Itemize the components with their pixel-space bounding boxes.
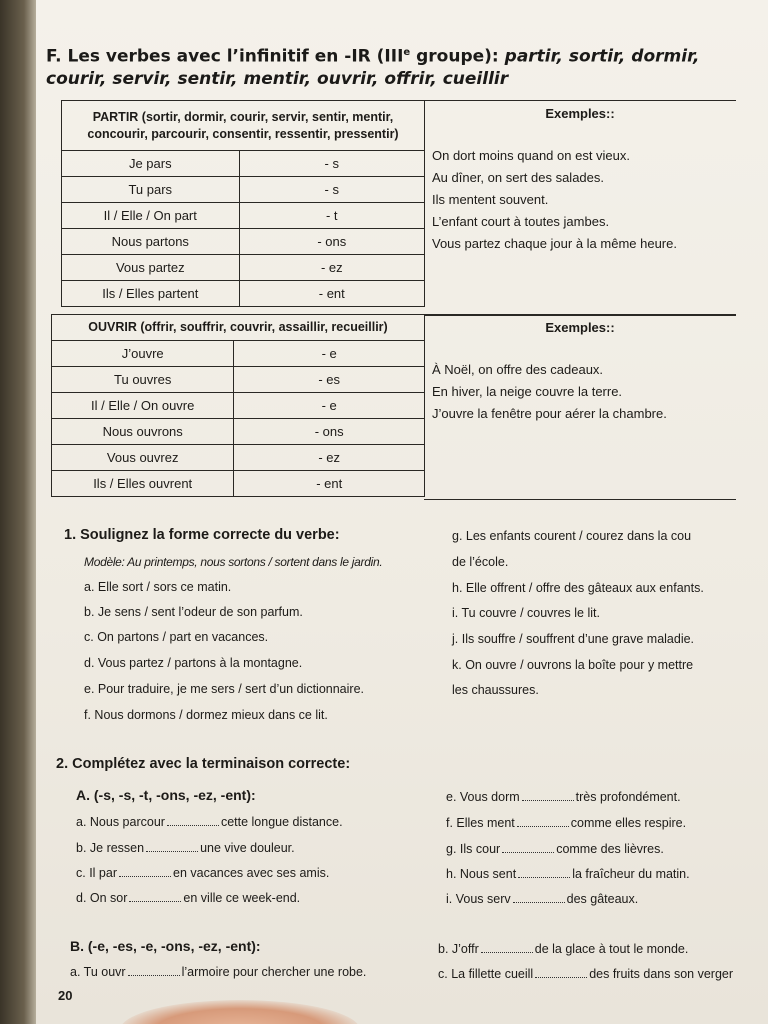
exercise-item: a. Elle sort / sors ce matin.	[84, 580, 232, 594]
exercise-item: f. Nous dormons / dormez mieux dans ce lit.	[84, 708, 328, 722]
table-row: Nous ouvrons - ons	[52, 419, 425, 445]
example-line: À Noël, on offre des cadeaux.	[432, 362, 604, 377]
blank-field[interactable]	[502, 843, 554, 853]
exercise-model: Modèle: Au printemps, nous sortons / sortent dans le jardin.	[84, 555, 383, 569]
blank-field[interactable]	[522, 791, 574, 801]
example-line: L’enfant court à toutes jambes.	[432, 214, 610, 229]
exercise-item: c. On partons / part en vacances.	[84, 630, 269, 644]
blank-field[interactable]	[129, 892, 181, 902]
exercise-item: b. Je sens / sent l’odeur de son parfum.	[84, 605, 303, 619]
ouvrir-table-header: OUVRIR (offrir, souffrir, couvrir, assaillir, recueillir)	[52, 315, 425, 341]
exercise-item: d. Vous partez / partons à la montagne.	[84, 656, 303, 670]
table-row: Ils / Elles ouvrent - ent	[52, 471, 425, 497]
fill-blank-item: b. Je ressen une vive douleur.	[76, 841, 295, 855]
blank-field[interactable]	[146, 842, 198, 852]
example-line: Vous partez chaque jour à la même heure.	[432, 236, 677, 251]
exercise-item: i. Tu couvre / couvres le lit.	[452, 606, 600, 620]
table-row: Je pars - s	[62, 151, 425, 177]
fill-blank-item: a. Tu ouvr l’armoire pour chercher une robe.	[70, 965, 367, 979]
exercise-item-continued: de l’école.	[452, 555, 509, 569]
fill-blank-item: b. J’offr de la glace à tout le monde.	[438, 942, 689, 956]
book-spine	[0, 0, 40, 1024]
table-row: Vous ouvrez - ez	[52, 445, 425, 471]
example-line: On dort moins quand on est vieux.	[432, 148, 631, 163]
blank-field[interactable]	[518, 868, 570, 878]
exercise-item-continued: les chaussures.	[452, 683, 539, 697]
blank-field[interactable]	[119, 867, 171, 877]
example-line: Au dîner, on sert des salades.	[432, 170, 604, 185]
partir-conjugation-table	[61, 100, 425, 307]
exercise-item: h. Elle offrent / offre des gâteaux aux enfants.	[452, 581, 704, 595]
section-title: F. Les verbes avec l’infinitif en -IR (IIIe groupe): partir, sortir, dormir, courir, servir, sentir, mentir, ouvrir, offrir, cueillir	[46, 46, 700, 89]
example-line: En hiver, la neige couvre la terre.	[432, 384, 623, 399]
fill-blank-item: a. Nous parcour cette longue distance.	[76, 815, 343, 829]
exercise-item: k. On ouvre / ouvrons la boîte pour y mettre	[452, 658, 694, 672]
ouvrir-examples	[424, 314, 736, 500]
fill-blank-item: g. Ils cour comme des lièvres.	[446, 842, 664, 856]
blank-field[interactable]	[481, 943, 533, 953]
fill-blank-item: c. Il par en vacances avec ses amis.	[76, 866, 330, 880]
blank-field[interactable]	[167, 816, 219, 826]
fill-blank-item: e. Vous dorm très profondément.	[446, 790, 681, 804]
examples-header: Exemples::	[545, 320, 615, 335]
subsection-a-title: A. (-s, -s, -t, -ons, -ez, -ent):	[76, 787, 256, 803]
blank-field[interactable]	[513, 893, 565, 903]
exercise-item: e. Pour traduire, je me sers / sert d’un dictionnaire.	[84, 682, 364, 696]
page-number: 20	[58, 988, 73, 1003]
partir-examples	[424, 100, 736, 316]
fill-blank-item: f. Elles ment comme elles respire.	[446, 816, 687, 830]
blank-field[interactable]	[517, 817, 569, 827]
subsection-b-title: B. (-e, -es, -e, -ons, -ez, -ent):	[70, 938, 261, 954]
blank-field[interactable]	[535, 968, 587, 978]
exercise-item: j. Ils souffre / souffrent d’une grave maladie.	[452, 632, 695, 646]
table-row: Il / Elle / On ouvre - e	[52, 393, 425, 419]
table-row: J’ouvre - e	[52, 341, 425, 367]
blank-field[interactable]	[128, 966, 180, 976]
exercise-item: g. Les enfants courent / courez dans la cou	[452, 529, 692, 543]
examples-header: Exemples::	[545, 106, 615, 121]
table-row: Tu ouvres - es	[52, 367, 425, 393]
partir-table-header: PARTIR (sortir, dormir, courir, servir, sentir, mentir, concourir, parcourir, consentir, ressentir, pressentir)	[62, 101, 425, 151]
ouvrir-conjugation-table	[51, 314, 425, 497]
fill-blank-item: d. On sor en ville ce week-end.	[76, 891, 301, 905]
exercise-2-title: 2. Complétez avec la terminaison correcte:	[56, 756, 351, 772]
exercise-1-title: 1. Soulignez la forme correcte du verbe:	[64, 527, 340, 543]
example-line: Ils mentent souvent.	[432, 192, 549, 207]
fill-blank-item: h. Nous sent la fraîcheur du matin.	[446, 867, 690, 881]
table-row: Tu pars - s	[62, 177, 425, 203]
fill-blank-item: i. Vous serv des gâteaux.	[446, 892, 639, 906]
table-row: Nous partons - ons	[62, 229, 425, 255]
table-row: Il / Elle / On part - t	[62, 203, 425, 229]
fill-blank-item: c. La fillette cueill des fruits dans son verger	[438, 967, 734, 981]
table-row: Ils / Elles partent - ent	[62, 281, 425, 307]
table-row: Vous partez - ez	[62, 255, 425, 281]
example-line: J’ouvre la fenêtre pour aérer la chambre.	[432, 406, 667, 421]
